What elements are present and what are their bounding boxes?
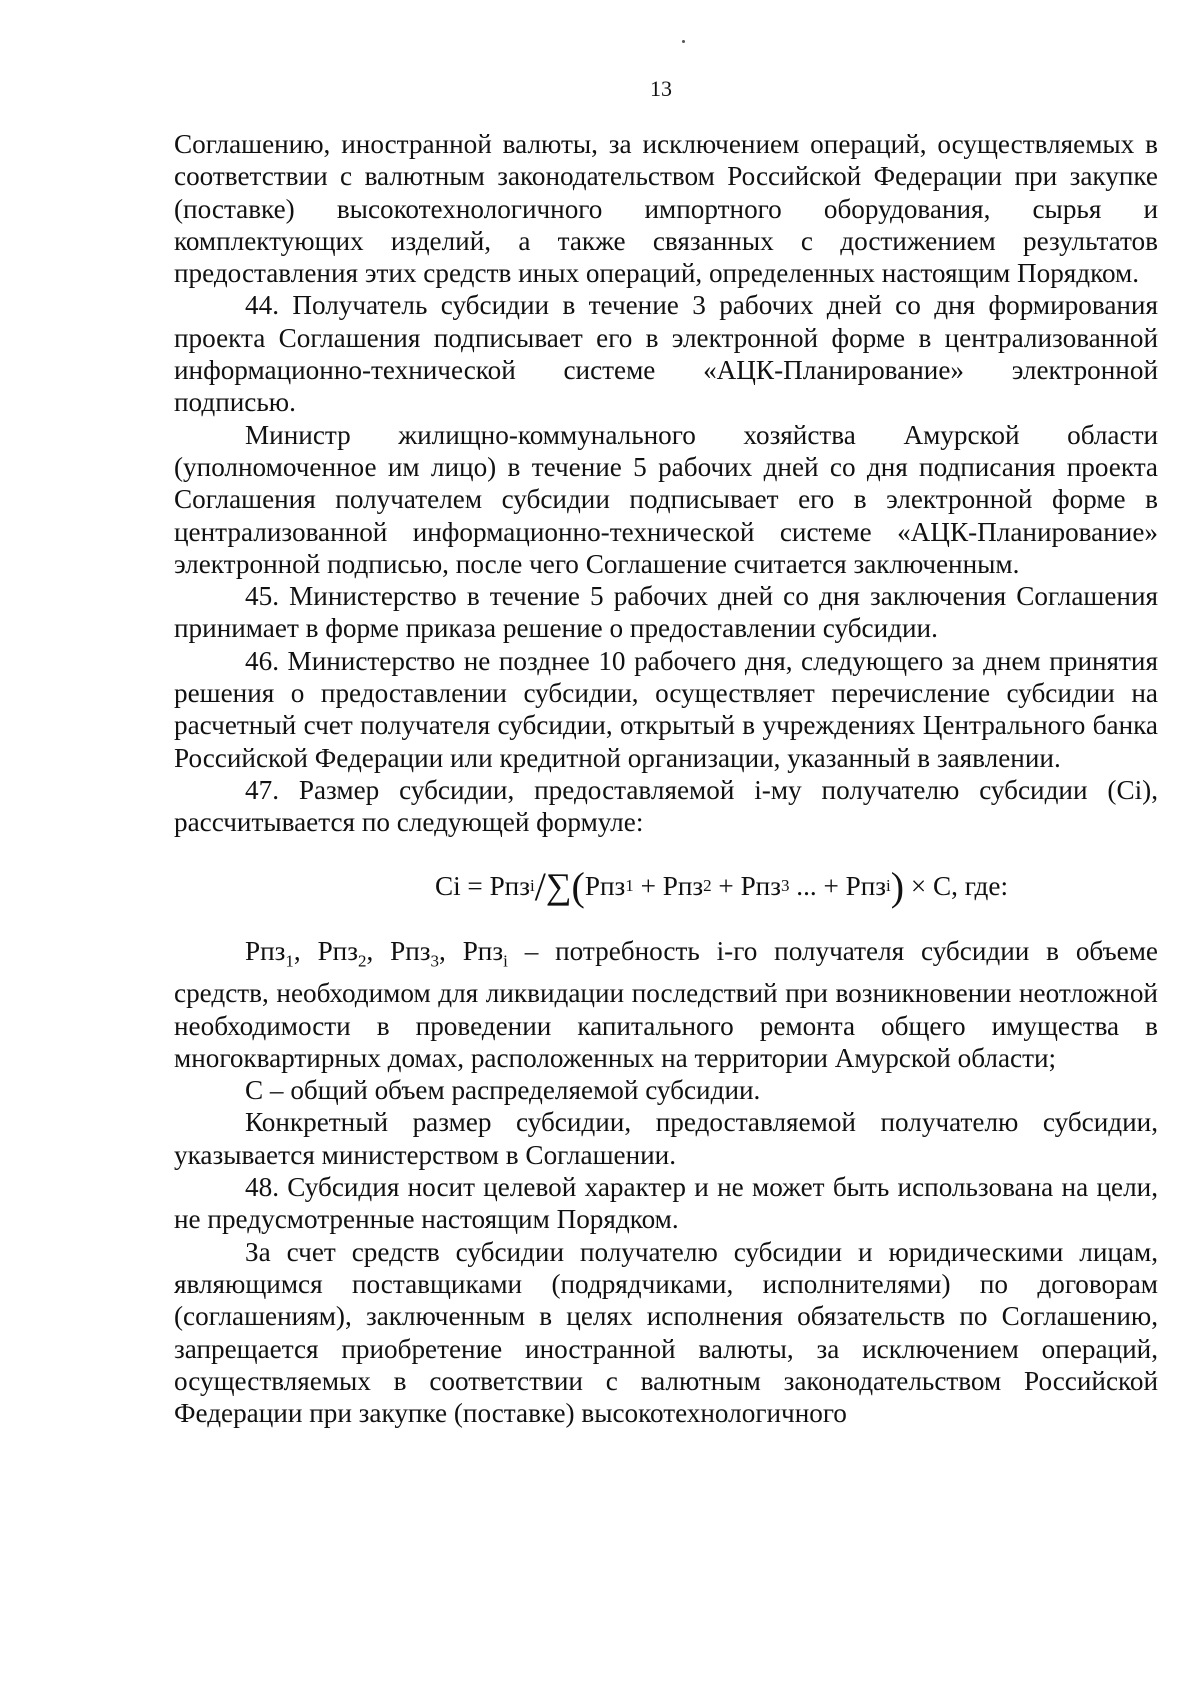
formula-lhs: Ci = [434, 871, 490, 902]
paragraph: Соглашению, иностранной валюты, за исключением операций, осуществляемых в соответствии с валютным законодательством Российской Федерации при закупке (поставке) высокотехнологичного импортного оборудования, сырья и комплектующих изделий, а также связанных с достижением результатов предоставления этих средств иных операций, определенных настоящим Порядком. [174, 129, 1158, 289]
rpz-subscript: 2 [357, 950, 367, 970]
subsidy-formula [174, 839, 1158, 935]
rpz-subscript: 1 [285, 950, 294, 970]
page-number: 13 [650, 76, 672, 101]
paragraph: 45. Министерство в течение 5 рабочих дней со дня заключения Соглашения принимает в форме приказа решение о предоставлении субсидии. [174, 581, 1158, 644]
rpz-description: – потребность i-го получателя субсидии в объеме средств, необходимом для ликвидации последствий при возникновении неотложной необходимости в проведении капитального ремонта общего имущества в многоквартирных домах, расположенных на территории Амурской области; [174, 935, 1158, 1073]
rpz-term: Рпз [317, 935, 358, 966]
rpz-subscript: 3 [430, 950, 440, 970]
formula-plus: + [711, 871, 741, 902]
document-body [174, 128, 1158, 1429]
rpz-term: Рпз [462, 935, 504, 966]
formula-paren-open: ( [571, 863, 585, 909]
formula-term: Рпз [489, 871, 530, 902]
formula-subscript: i [886, 876, 891, 896]
sum-symbol: ∑ [545, 866, 572, 907]
rpz-definition [174, 935, 1158, 1075]
rpz-comma: , [439, 935, 463, 966]
paragraph: 46. Министерство не позднее 10 рабочего дня, следующего за днем принятия решения о предоставлении субсидии, осуществляет перечисление субсидии на расчетный счет получателя субсидии, открытый в учреждениях Центрального банка Российской Федерации или кредитной организации, указанный в заявлении. [174, 645, 1158, 773]
paragraph: Министр жилищно-коммунального хозяйства Амурской области (уполномоченное им лицо) в течение 5 рабочих дней со дня подписания проекта Соглашения получателем субсидии подписывает его в электронной форме в централизованной информационно-технической системе «АЦК-Планирование» электронной подписью, после чего Соглашение считается заключенным. [174, 419, 1158, 579]
formula-ellipsis: ... + [789, 871, 846, 902]
formula-paren-close: ) [890, 863, 905, 909]
scan-dot [682, 40, 685, 43]
rpz-comma: , [293, 935, 318, 966]
formula-subscript: 3 [780, 876, 790, 896]
formula-divide: / [534, 863, 546, 909]
paragraph: За счет средств субсидии получателю субсидии и юридическими лицам, являющимся поставщиками (подрядчиками, исполнителями) по договорам (соглашениям), заключенным в целях исполнения обязательств по Соглашению, запрещается приобретение иностранной валюты, за исключением операций, осуществляемых в соответствии с валютным законодательством Российской Федерации при закупке (поставке) высокотехнологичного [174, 1236, 1158, 1429]
formula-term: Рпз [662, 871, 704, 902]
paragraph: С – общий объем распределяемой субсидии. [245, 1075, 761, 1106]
formula-plus: + [633, 871, 663, 902]
rpz-term: Рпз [245, 935, 286, 966]
formula-term: Рпз [740, 871, 781, 902]
formula-term: Рпз [584, 871, 626, 902]
formula-subscript: i [529, 876, 535, 896]
formula-subscript: 1 [625, 876, 634, 896]
formula-tail: × C, где: [904, 871, 1008, 902]
rpz-term: Рпз [390, 935, 431, 966]
rpz-subscript: i [503, 950, 508, 970]
formula-subscript: 2 [703, 876, 712, 896]
paragraph: 44. Получатель субсидии в течение 3 рабочих дней со дня формирования проекта Соглашения подписывает его в электронной форме в централизованной информационно-технической системе «АЦК-Планирование» электронной подписью. [174, 290, 1158, 418]
paragraph: Конкретный размер субсидии, предоставляемой получателю субсидии, указывается министерством в Соглашении. [174, 1107, 1158, 1170]
paragraph: 48. Субсидия носит целевой характер и не может быть использована на цели, не предусмотренные настоящим Порядком. [174, 1172, 1158, 1235]
rpz-comma: , [366, 935, 391, 966]
formula-term: Рпз [845, 871, 887, 902]
paragraph: 47. Размер субсидии, предоставляемой i-му получателю субсидии (Ci), рассчитывается по следующей формуле: [174, 774, 1158, 838]
